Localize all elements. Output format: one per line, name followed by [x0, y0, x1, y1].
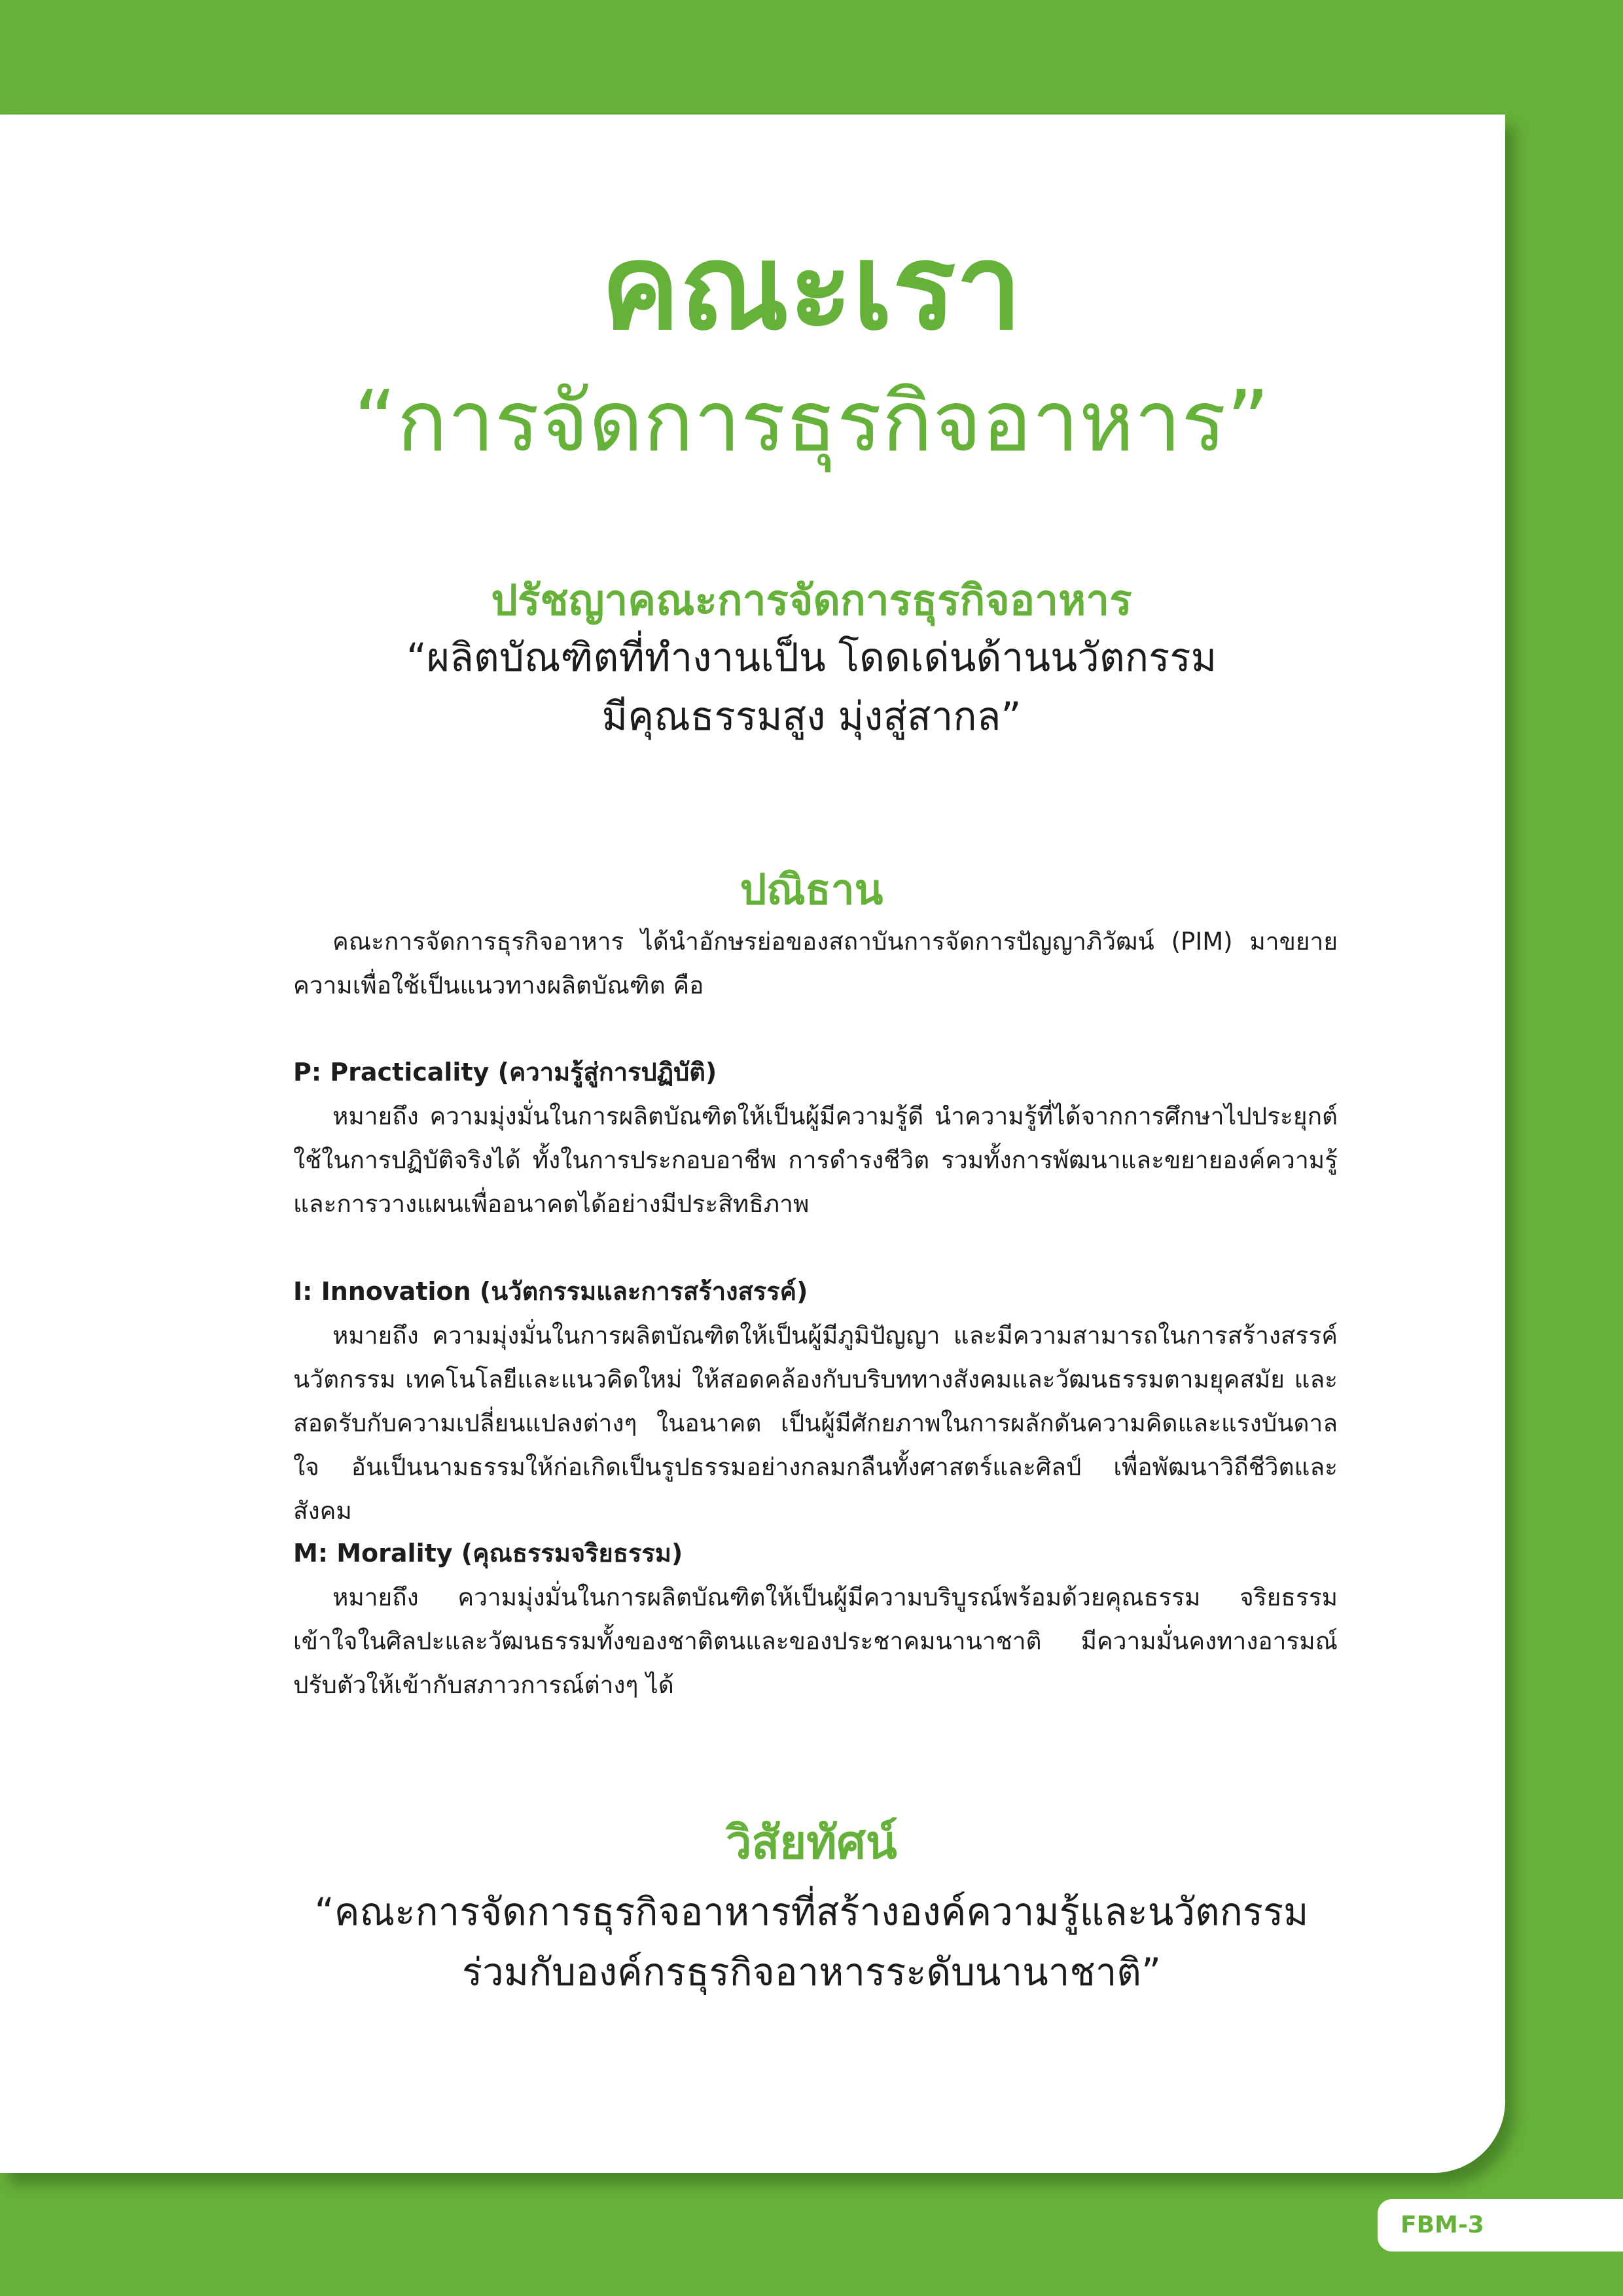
resolution-intro: คณะการจัดการธุรกิจอาหาร ได้นำอักษรย่อของสถาบันการจัดการปัญญาภิวัฒน์ (PIM) มาขยายความเพื่อใช้เป็นแนวทางผลิตบัณฑิต คือ: [293, 927, 1338, 999]
item-practicality: [293, 1050, 1338, 1226]
item-title: P: Practicality (ความรู้สู่การปฏิบัติ): [293, 1058, 717, 1086]
page-title: คณะเรา: [601, 219, 1022, 356]
resolution-heading: ปณิธาน: [740, 866, 883, 914]
page-number-badge: FBM-3: [1378, 2199, 1623, 2251]
item-morality: [293, 1532, 1338, 1707]
item-title: I: Innovation (นวัตกรรมและการสร้างสรรค์): [293, 1277, 808, 1306]
page-subtitle: “การจัดการธุรกิจอาหาร”: [353, 373, 1270, 471]
item-description: หมายถึง ความมุ่งมั่นในการผลิตบัณฑิตให้เป็นผู้มีภูมิปัญญา และมีความสามารถในการสร้างสรรค์นวัตกรรม เทคโนโลยีและแนวคิดใหม่ ให้สอดคล้องกับบริบททางสังคมและวัฒนธรรมตามยุคสมัย และสอดรับกับความเปลี่ยนแปลงต่างๆ ในอนาคต เป็นผู้มีศักยภาพในการผลักดันความคิดและแรงบันดาลใจ อันเป็นนามธรรมให้ก่อเกิดเป็นรูปธรรมอย่างกลมกลืนทั้งศาสตร์และศิลป์ เพื่อพัฒนาวิถีชีวิตและสังคม: [293, 1321, 1338, 1525]
philosophy-quote-line: “ผลิตบัณฑิตที่ทำงานเป็น โดดเด่นด้านนวัตกรรม: [406, 635, 1217, 681]
vision-quote-line: “คณะการจัดการธุรกิจอาหารที่สร้างองค์ความรู้และนวัตกรรม: [314, 1890, 1309, 1934]
vision-heading: วิสัยทัศน์: [726, 1816, 897, 1869]
item-description: หมายถึง ความมุ่งมั่นในการผลิตบัณฑิตให้เป็นผู้มีความบริบูรณ์พร้อมด้วยคุณธรรม จริยธรรม เข้าใจในศิลปะและวัฒนธรรมทั้งของชาติตนและของประชาคมนานาชาติ มีความมั่นคงทางอารมณ์ ปรับตัวให้เข้ากับสภาวการณ์ต่างๆ ได้: [293, 1583, 1338, 1699]
philosophy-quote-line: มีคุณธรรมสูง มุ่งสู่สากล”: [601, 694, 1022, 740]
item-description: หมายถึง ความมุ่งมั่นในการผลิตบัณฑิตให้เป็นผู้มีความรู้ดี นำความรู้ที่ได้จากการศึกษาไปประยุกต์ใช้ในการปฏิบัติจริงได้ ทั้งในการประกอบอาชีพ การดำรงชีวิต รวมทั้งการพัฒนาและขยายองค์ความรู้ และการวางแผนเพื่ออนาคตได้อย่างมีประสิทธิภาพ: [293, 1102, 1338, 1218]
vision-quote-line: ร่วมกับองค์กรธุรกิจอาหารระดับนานาชาติ”: [462, 1950, 1161, 1994]
item-innovation: [293, 1270, 1338, 1533]
item-title: M: Morality (คุณธรรมจริยธรรม): [293, 1539, 683, 1568]
philosophy-heading: ปรัชญาคณะการจัดการธุรกิจอาหาร: [491, 577, 1132, 625]
philosophy-quote: [0, 628, 1623, 746]
vision-quote: [0, 1882, 1623, 2002]
